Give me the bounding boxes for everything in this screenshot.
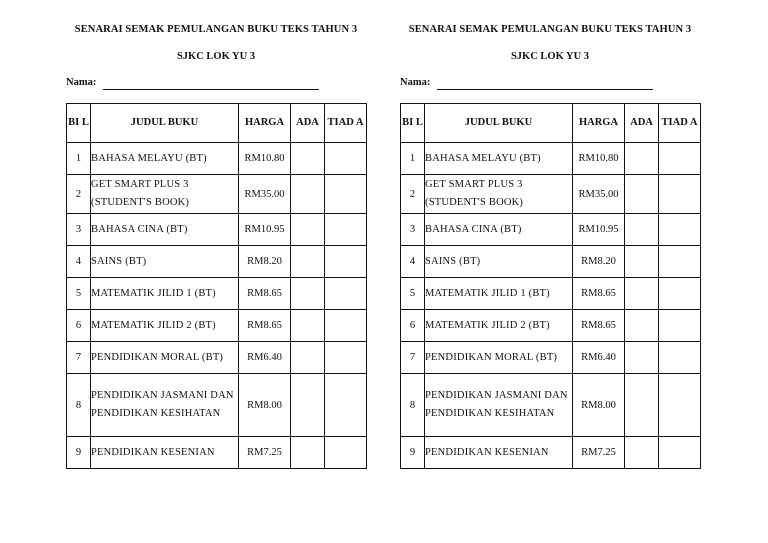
- book-title: PENDIDIKAN MORAL (BT): [91, 342, 239, 374]
- tiada-checkbox-cell[interactable]: [325, 437, 367, 469]
- header-ada: ADA: [291, 104, 325, 143]
- ada-checkbox-cell[interactable]: [291, 214, 325, 246]
- header-judul: JUDUL BUKU: [91, 104, 239, 143]
- table-row: [67, 342, 367, 374]
- ada-checkbox-cell[interactable]: [625, 278, 659, 310]
- book-title: BAHASA CINA (BT): [425, 214, 573, 246]
- book-title: PENDIDIKAN KESENIAN: [91, 437, 239, 469]
- row-number: 1: [67, 143, 91, 175]
- row-number: 8: [401, 374, 425, 437]
- table-row: [67, 437, 367, 469]
- book-title: SAINS (BT): [425, 246, 573, 278]
- header-bil: BI L: [67, 104, 91, 143]
- book-price: RM6.40: [239, 342, 291, 374]
- header-tiada: TIAD A: [659, 104, 701, 143]
- row-number: 5: [401, 278, 425, 310]
- table-row: [67, 175, 367, 214]
- tiada-checkbox-cell[interactable]: [659, 342, 701, 374]
- table-row: [401, 374, 701, 437]
- row-number: 2: [401, 175, 425, 214]
- ada-checkbox-cell[interactable]: [291, 143, 325, 175]
- book-price: RM8.65: [573, 310, 625, 342]
- table-row: [401, 214, 701, 246]
- row-number: 2: [67, 175, 91, 214]
- row-number: 6: [401, 310, 425, 342]
- ada-checkbox-cell[interactable]: [625, 143, 659, 175]
- name-label: Nama:: [66, 77, 97, 88]
- tiada-checkbox-cell[interactable]: [325, 310, 367, 342]
- header-judul: JUDUL BUKU: [425, 104, 573, 143]
- book-price: RM10.95: [239, 214, 291, 246]
- book-title: MATEMATIK JILID 2 (BT): [91, 310, 239, 342]
- book-price: RM8.00: [573, 374, 625, 437]
- book-title: BAHASA CINA (BT): [91, 214, 239, 246]
- book-price: RM8.20: [573, 246, 625, 278]
- ada-checkbox-cell[interactable]: [625, 342, 659, 374]
- table-row: [67, 214, 367, 246]
- row-number: 4: [401, 246, 425, 278]
- tiada-checkbox-cell[interactable]: [659, 214, 701, 246]
- book-title: MATEMATIK JILID 1 (BT): [91, 278, 239, 310]
- ada-checkbox-cell[interactable]: [625, 437, 659, 469]
- book-price: RM10.95: [573, 214, 625, 246]
- book-price: RM7.25: [573, 437, 625, 469]
- book-price: RM6.40: [573, 342, 625, 374]
- book-title: MATEMATIK JILID 2 (BT): [425, 310, 573, 342]
- table-row: [401, 175, 701, 214]
- book-price: RM8.65: [239, 278, 291, 310]
- tiada-checkbox-cell[interactable]: [659, 374, 701, 437]
- tiada-checkbox-cell[interactable]: [325, 246, 367, 278]
- table-row: [401, 278, 701, 310]
- tiada-checkbox-cell[interactable]: [659, 175, 701, 214]
- book-title: MATEMATIK JILID 1 (BT): [425, 278, 573, 310]
- name-label: Nama:: [400, 77, 431, 88]
- book-title: PENDIDIKAN JASMANI DAN PENDIDIKAN KESIHATAN: [425, 374, 573, 437]
- table-row: [67, 246, 367, 278]
- tiada-checkbox-cell[interactable]: [659, 143, 701, 175]
- book-title: PENDIDIKAN MORAL (BT): [425, 342, 573, 374]
- book-price: RM8.00: [239, 374, 291, 437]
- book-title: PENDIDIKAN KESENIAN: [425, 437, 573, 469]
- name-field[interactable]: [103, 89, 319, 90]
- book-title: BAHASA MELAYU (BT): [425, 143, 573, 175]
- row-number: 8: [67, 374, 91, 437]
- book-price: RM10.80: [573, 143, 625, 175]
- tiada-checkbox-cell[interactable]: [325, 143, 367, 175]
- tiada-checkbox-cell[interactable]: [325, 374, 367, 437]
- tiada-checkbox-cell[interactable]: [659, 246, 701, 278]
- table-row: [401, 143, 701, 175]
- table-row: [67, 143, 367, 175]
- table-row: [401, 437, 701, 469]
- row-number: 5: [67, 278, 91, 310]
- book-title: PENDIDIKAN JASMANI DAN PENDIDIKAN KESIHATAN: [91, 374, 239, 437]
- ada-checkbox-cell[interactable]: [291, 175, 325, 214]
- book-price: RM8.65: [573, 278, 625, 310]
- tiada-checkbox-cell[interactable]: [325, 278, 367, 310]
- tiada-checkbox-cell[interactable]: [659, 437, 701, 469]
- row-number: 9: [401, 437, 425, 469]
- row-number: 3: [401, 214, 425, 246]
- ada-checkbox-cell[interactable]: [291, 437, 325, 469]
- book-title: GET SMART PLUS 3 (STUDENT'S BOOK): [425, 175, 573, 214]
- row-number: 1: [401, 143, 425, 175]
- ada-checkbox-cell[interactable]: [625, 175, 659, 214]
- header-tiada: TIAD A: [325, 104, 367, 143]
- book-price: RM35.00: [239, 175, 291, 214]
- row-number: 3: [67, 214, 91, 246]
- ada-checkbox-cell[interactable]: [291, 310, 325, 342]
- table-row: [401, 310, 701, 342]
- book-title: BAHASA MELAYU (BT): [91, 143, 239, 175]
- ada-checkbox-cell[interactable]: [291, 342, 325, 374]
- tiada-checkbox-cell[interactable]: [659, 278, 701, 310]
- table-row: [67, 278, 367, 310]
- header-harga: HARGA: [239, 104, 291, 143]
- header-harga: HARGA: [573, 104, 625, 143]
- tiada-checkbox-cell[interactable]: [325, 175, 367, 214]
- tiada-checkbox-cell[interactable]: [325, 342, 367, 374]
- book-price: RM8.20: [239, 246, 291, 278]
- book-title: GET SMART PLUS 3 (STUDENT'S BOOK): [91, 175, 239, 214]
- book-price: RM35.00: [573, 175, 625, 214]
- row-number: 9: [67, 437, 91, 469]
- table-row: [67, 310, 367, 342]
- school-name: SJKC LOK YU 3: [176, 51, 256, 62]
- page-title: SENARAI SEMAK PEMULANGAN BUKU TEKS TAHUN 3: [74, 24, 358, 35]
- table-row: [401, 342, 701, 374]
- book-table: [400, 103, 701, 469]
- school-name: SJKC LOK YU 3: [510, 51, 590, 62]
- book-table: [66, 103, 367, 469]
- tiada-checkbox-cell[interactable]: [325, 214, 367, 246]
- row-number: 7: [401, 342, 425, 374]
- name-field[interactable]: [437, 89, 653, 90]
- book-price: RM8.65: [239, 310, 291, 342]
- ada-checkbox-cell[interactable]: [625, 374, 659, 437]
- table-row: [67, 374, 367, 437]
- ada-checkbox-cell[interactable]: [625, 214, 659, 246]
- book-price: RM7.25: [239, 437, 291, 469]
- row-number: 4: [67, 246, 91, 278]
- header-ada: ADA: [625, 104, 659, 143]
- row-number: 7: [67, 342, 91, 374]
- table-row: [401, 246, 701, 278]
- row-number: 6: [67, 310, 91, 342]
- ada-checkbox-cell[interactable]: [291, 374, 325, 437]
- header-bil: BI L: [401, 104, 425, 143]
- tiada-checkbox-cell[interactable]: [659, 310, 701, 342]
- ada-checkbox-cell[interactable]: [291, 278, 325, 310]
- ada-checkbox-cell[interactable]: [291, 246, 325, 278]
- book-title: SAINS (BT): [91, 246, 239, 278]
- book-price: RM10.80: [239, 143, 291, 175]
- ada-checkbox-cell[interactable]: [625, 246, 659, 278]
- ada-checkbox-cell[interactable]: [625, 310, 659, 342]
- page-title: SENARAI SEMAK PEMULANGAN BUKU TEKS TAHUN 3: [408, 24, 692, 35]
